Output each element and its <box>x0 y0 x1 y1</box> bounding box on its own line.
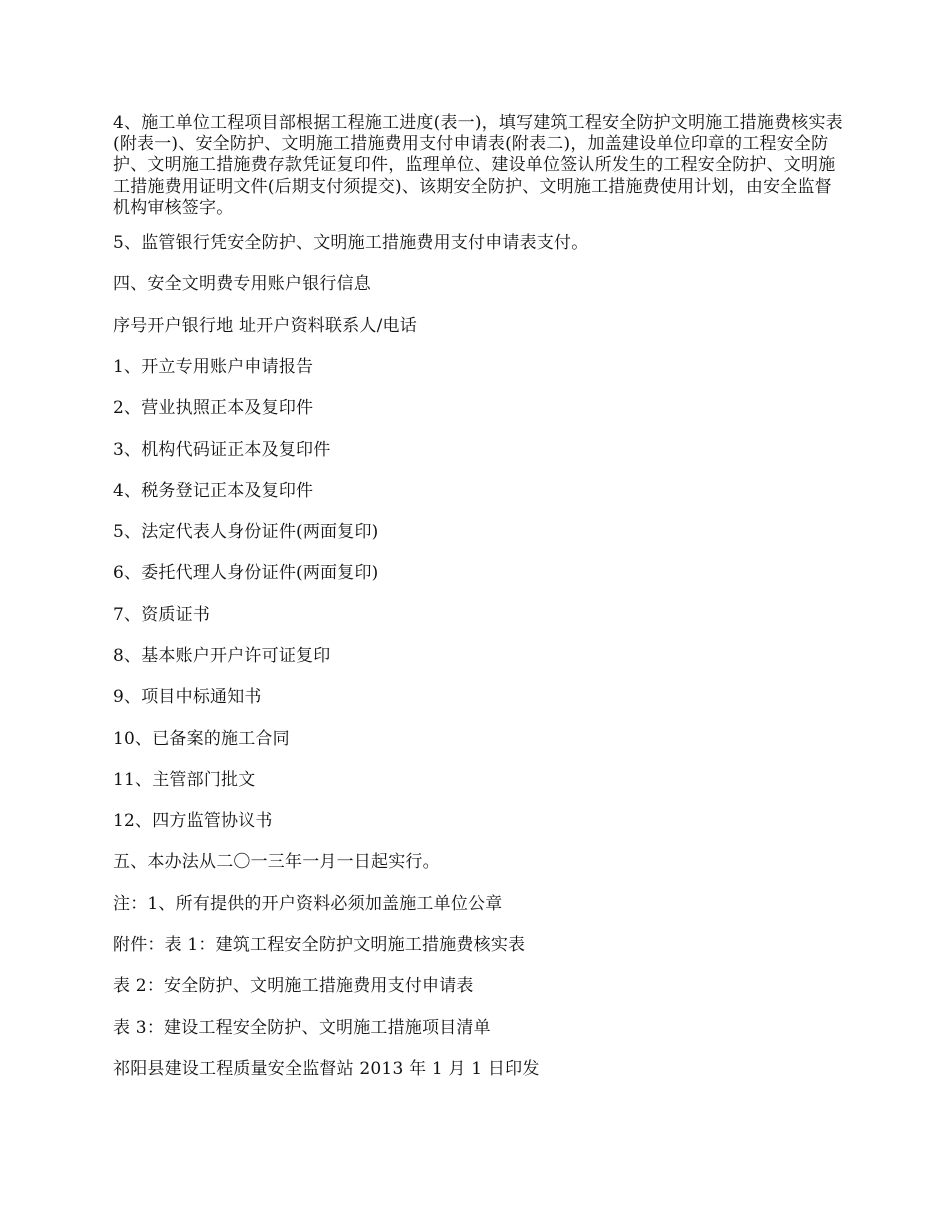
list-item: 1、开立专用账户申请报告 <box>113 356 314 377</box>
attachment-line: 表 2：安全防护、文明施工措施费用支付申请表 <box>113 976 474 997</box>
note-line: 注：1、所有提供的开户资料必须加盖施工单位公章 <box>113 893 503 914</box>
section-heading-effective-date: 五、本办法从二〇一三年一月一日起实行。 <box>113 852 440 873</box>
list-item: 7、资质证书 <box>113 604 211 625</box>
issuer-line: 祁阳县建设工程质量安全监督站 2013 年 1 月 1 日印发 <box>113 1058 540 1079</box>
list-item: 3、机构代码证正本及复印件 <box>113 439 331 460</box>
line-bank-payment: 5、监管银行凭安全防护、文明施工措施费用支付申请表支付。 <box>113 233 589 254</box>
attachment-line: 附件：表 1：建筑工程安全防护文明施工措施费核实表 <box>113 935 526 956</box>
list-item: 10、已备案的施工合同 <box>113 728 290 749</box>
list-item: 2、营业执照正本及复印件 <box>113 398 314 419</box>
list-item: 9、项目中标通知书 <box>113 687 262 708</box>
list-item: 8、基本账户开户许可证复印 <box>113 645 331 666</box>
document-page <box>113 113 843 1100</box>
list-item: 12、四方监管协议书 <box>113 811 273 832</box>
section-heading-bank-info: 四、安全文明费专用账户银行信息 <box>113 274 371 295</box>
list-item: 11、主管部门批文 <box>113 769 256 790</box>
list-item: 6、委托代理人身份证件(两面复印) <box>113 563 379 584</box>
list-item: 4、税务登记正本及复印件 <box>113 480 314 501</box>
list-item: 5、法定代表人身份证件(两面复印) <box>113 522 379 543</box>
table-header-text: 序号开户银行地 址开户资料联系人/电话 <box>113 315 417 336</box>
attachment-line: 表 3：建设工程安全防护、文明施工措施项目清单 <box>113 1017 491 1038</box>
intro-paragraph: 4、施工单位工程项目部根据工程施工进度(表一)，填写建筑工程安全防护文明施工措施费核实表(附表一)、安全防护、文明施工措施费用支付申请表(附表二)，加盖建设单位印章的工程安全防护、文明施工措施费存款凭证复印件，监理单位、建设单位签认所发生的工程安全防护、文明施工措施费用证明文件(后期支付须提交)、该期安全防护、文明施工措施费使用计划，由安全监督机构审核签字。 <box>113 113 843 218</box>
